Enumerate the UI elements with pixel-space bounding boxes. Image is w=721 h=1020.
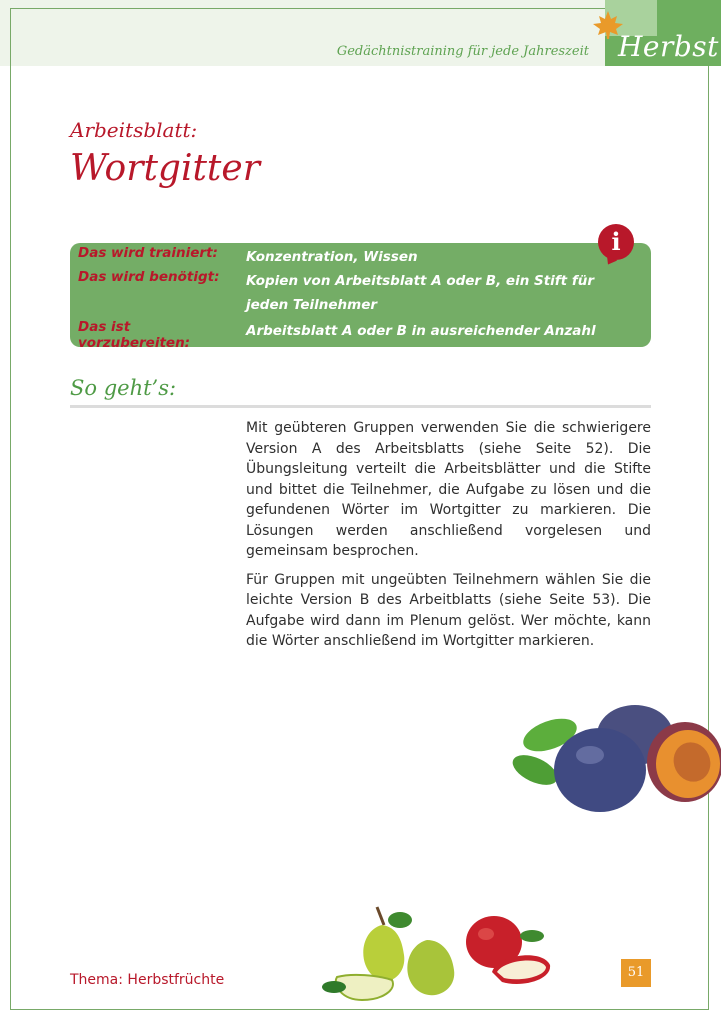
pears-illustration (322, 905, 462, 1005)
footer-theme: Thema: Herbstfrüchte (70, 972, 225, 988)
page-title: Wortgitter (70, 148, 260, 189)
info-key: Das ist vorzubereiten: (78, 319, 191, 351)
info-row-trained (78, 245, 636, 269)
info-key: Das wird benötigt: (78, 269, 220, 285)
info-value: Arbeitsblatt A oder B in ausreichender Anzahl kopieren (246, 323, 596, 363)
header-subtitle: Gedächtnistraining für jede Jahreszeit (336, 44, 589, 59)
apples-illustration (462, 910, 557, 990)
info-value: Konzentration, Wissen (246, 249, 418, 265)
plums-illustration (510, 700, 721, 820)
info-row-needed (78, 269, 636, 317)
info-key: Das wird trainiert: (78, 245, 218, 261)
title-kicker: Arbeitsblatt: (70, 118, 198, 142)
section-heading: So geht’s: (70, 376, 177, 400)
page-number: 51 (621, 959, 651, 987)
paragraph: Für Gruppen mit ungeübten Teilnehmern wählen Sie die leichte Version B des Arbeitblatts (siehe Seite 53). Die Aufgabe wird dann im Plenum gelöst. Wer möchte, kann die Wörter anschließend im Wortgitter markieren. (246, 571, 651, 649)
info-box (70, 243, 651, 363)
season-label: Herbst (618, 30, 719, 63)
info-icon: i (598, 224, 634, 260)
info-row-prepare (78, 319, 636, 367)
section-divider (70, 405, 651, 408)
info-value: Kopien von Arbeitsblatt A oder B, ein Stift für jeden Teilnehmer (246, 273, 594, 313)
paragraph: Mit geübteren Gruppen verwenden Sie die schwierigere Version A des Arbeitsblatts (siehe Seite 52). Die Übungsleitung verteilt die Arbeitsblätter und die Stifte und bittet die Teilnehmer, die Aufgabe zu lösen und die gefundenen Wörter im Wortgitter zu markieren. Die Lösungen werden anschließend vorgelesen und gemeinsam besprochen. (246, 420, 651, 559)
instructions-text (246, 418, 651, 660)
